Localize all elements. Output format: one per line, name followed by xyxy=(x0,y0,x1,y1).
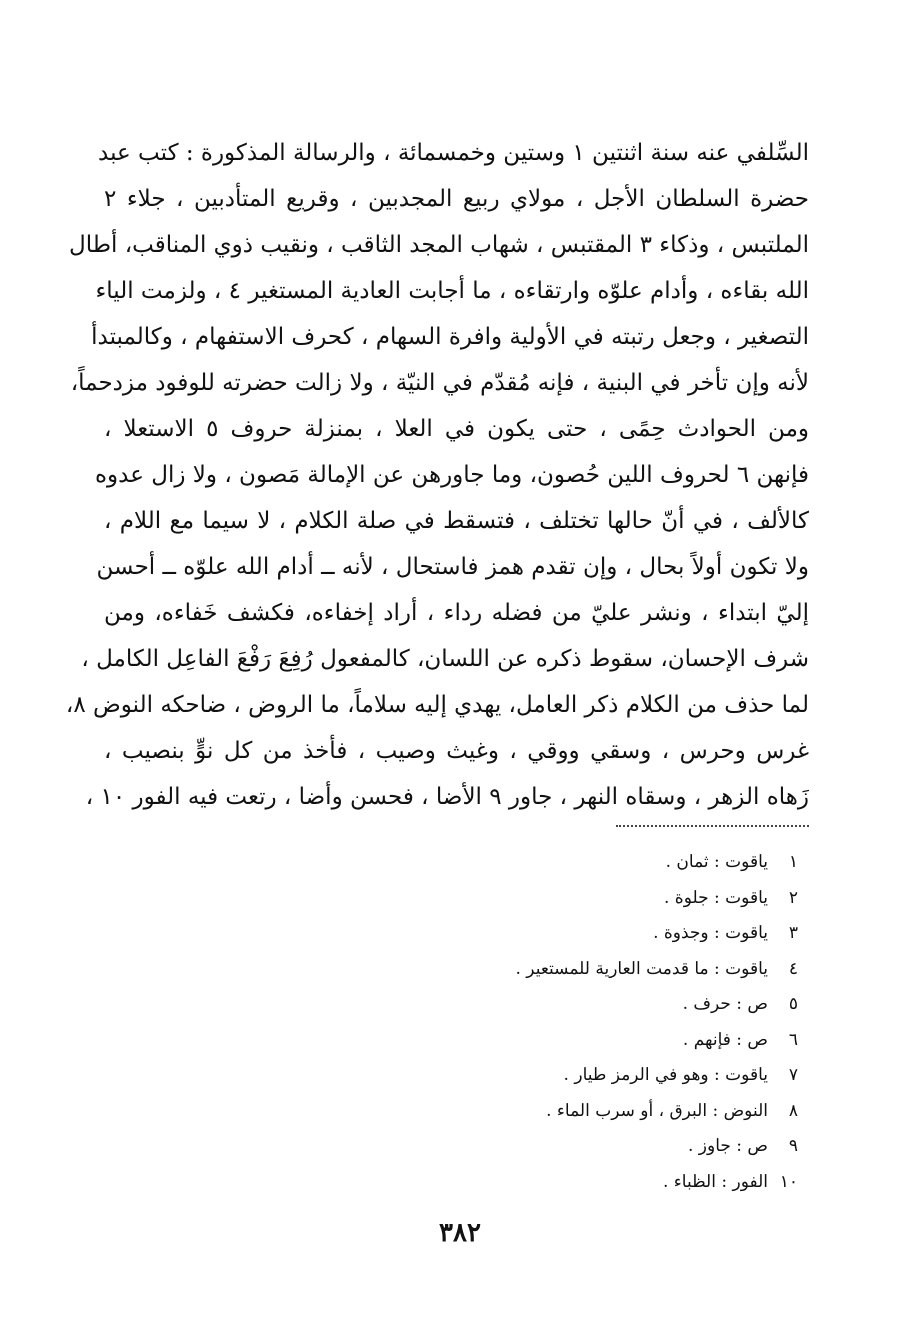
footnote-text: ص : جاوز . xyxy=(687,1136,768,1156)
text-line: زَهاه الزهر ، وسقاه النهر ، جاور ٩ الأضا ، فحسن وأضا ، رتعت فيه الفور ١٠ ، xyxy=(85,784,809,810)
footnote-number: ٨ xyxy=(788,1100,798,1121)
footnote-number: ٧ xyxy=(788,1065,798,1085)
text-line: غرس وحرس ، وسقي ووقي ، وغيث وصيب ، فأخذ من كل نوٍّ بنصيب ، xyxy=(104,738,809,764)
text-line: ومن الحوادث حِمًى ، حتى يكون في العلا ، بمنزلة حروف ٥ الاستعلا ، xyxy=(104,416,809,442)
footnote-number: ١ xyxy=(788,852,798,872)
footnote-number: ٤ xyxy=(788,958,798,979)
text-line: حضرة السلطان الأجل ، مولاي ربيع المجدبين ، وقريع المتأدبين ، جلاء ٢ xyxy=(104,186,809,212)
footnote xyxy=(198,1058,798,1094)
footnote-number: ٣ xyxy=(788,923,798,943)
text-line: الملتبس ، وذكاء ٣ المقتبس ، شهاب المجد الثاقب ، ونقيب ذوي المناقب، أطال xyxy=(68,232,809,258)
footnote xyxy=(198,881,798,917)
footnote xyxy=(198,1094,798,1130)
text-line: لما حذف من الكلام ذكر العامل، يهدي إليه سلاماً، ما الروض ، ضاحكه النوض ٨، xyxy=(65,692,809,718)
footnote-number: ٢ xyxy=(788,887,798,908)
footnote-text: ياقوت : جلوة . xyxy=(664,887,768,908)
footnote xyxy=(198,1129,798,1165)
footnote-text: ص : حرف . xyxy=(682,994,768,1014)
text-line: لأنه وإن تأخر في البنية ، فإنه مُقدّم في النيّة ، ولا زالت حضرته للوفود مزدحماً، xyxy=(70,370,809,396)
footnote xyxy=(198,952,798,988)
text-line: شرف الإحسان، سقوط ذكره عن اللسان، كالمفعول رُفِعَ رَفْعَ الفاعِل الكامل ، xyxy=(81,646,809,672)
footnote-number: ٦ xyxy=(788,1029,798,1050)
text-line: ولا تكون أولاً بحال ، وإن تقدم همز فاستحال ، لأنه ــ أدام الله علوّه ــ أحسن xyxy=(96,554,809,580)
page-number: ٣٨٢ xyxy=(439,1218,481,1248)
footnote-text: الفور : الظباء . xyxy=(663,1171,768,1192)
footnote-text: ياقوت : ثمان . xyxy=(665,852,768,872)
text-line: إليّ ابتداء ، ونشر عليّ من فضله رداء ، أراد إخفاءه، فكشف خَفاءه، ومن xyxy=(104,600,809,626)
text-line: الله بقاءه ، وأدام علوّه وارتقاءه ، ما أجابت العادية المستغير ٤ ، ولزمت الياء xyxy=(95,278,809,304)
footnote xyxy=(198,916,798,952)
footnote xyxy=(198,1023,798,1059)
footnote-number: ١٠ xyxy=(779,1171,798,1192)
footnotes xyxy=(198,845,798,1200)
text-line: كالألف ، في أنّ حالها تختلف ، فتسقط في صلة الكلام ، لا سيما مع اللام ، xyxy=(104,508,809,534)
footnote-divider xyxy=(616,825,809,827)
text-line: التصغير ، وجعل رتبته في الأولية وافرة السهام ، كحرف الاستفهام ، وكالمبتدأ xyxy=(91,324,809,350)
footnote-text: النوض : البرق ، أو سرب الماء . xyxy=(546,1100,768,1121)
footnote xyxy=(198,1165,798,1201)
footnote-text: ص : فإنهم . xyxy=(682,1029,768,1050)
text-line: السِّلفي عنه سنة اثنتين ١ وستين وخمسمائة ، والرسالة المذكورة : كتب عبد xyxy=(98,140,809,166)
footnote xyxy=(198,845,798,881)
footnote xyxy=(198,987,798,1023)
footnote-number: ٥ xyxy=(788,994,798,1014)
footnote-number: ٩ xyxy=(788,1136,798,1156)
footnote-text: ياقوت : وجذوة . xyxy=(653,923,768,943)
text-line: فإنهن ٦ لحروف اللين حُصون، وما جاورهن عن الإمالة مَصون ، ولا زال عدوه xyxy=(95,462,809,488)
footnote-text: ياقوت : وهو في الرمز طيار . xyxy=(563,1065,768,1085)
footnote-text: ياقوت : ما قدمت العارية للمستعير . xyxy=(515,958,768,979)
main-text-block xyxy=(65,130,809,820)
